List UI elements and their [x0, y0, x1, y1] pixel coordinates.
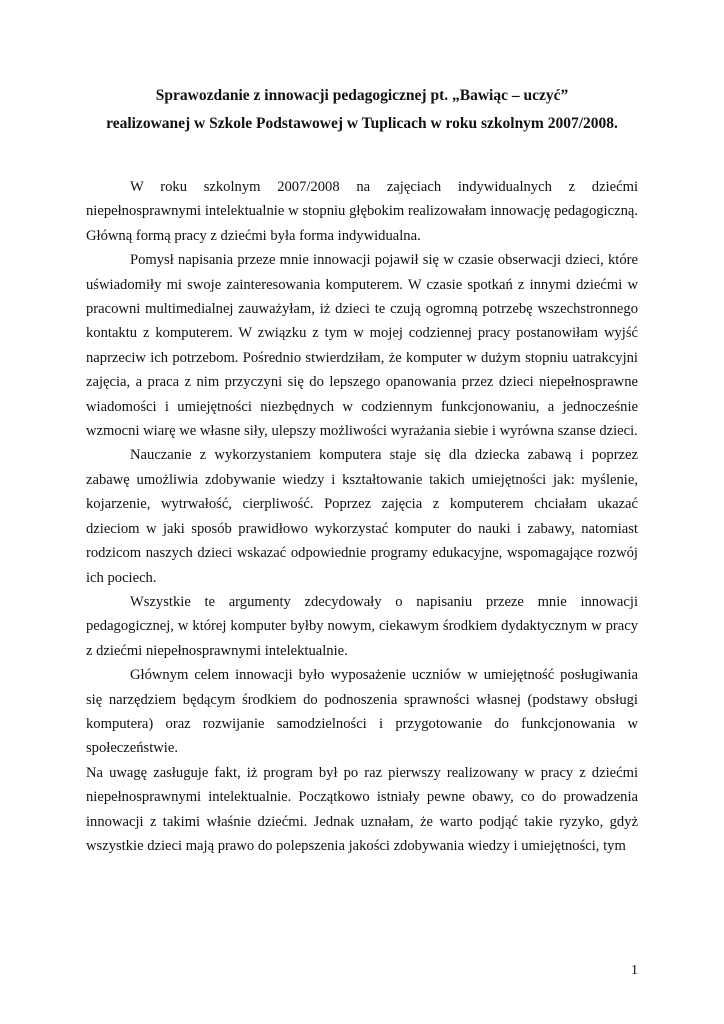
paragraph-6: Na uwagę zasługuje fakt, iż program był po raz pierwszy realizowany w pracy z dziećmi niepełnosprawnymi intelektualnie. Początkowo istniały pewne obawy, co do prowadzenia innowacji z takimi właśnie dziećmi. Jednak uznałam, że warto podjąć takie ryzyko, gdyż wszystkie dzieci mają prawo do polepszenia jakości zdobywania wiedzy i umiejętności, tym [86, 764, 638, 854]
paragraph-1: W roku szkolnym 2007/2008 na zajęciach indywidualnych z dziećmi niepełnosprawnymi intelektualnie w stopniu głębokim realizowałam innowację pedagogiczną. Główną formą pracy z dziećmi była forma indywidualna. [86, 179, 638, 244]
document-title-line-1: Sprawozdanie z innowacji pedagogicznej pt. „Bawiąc – uczyć” [155, 87, 569, 104]
paragraph-4: Wszystkie te argumenty zdecydowały o napisaniu przeze mnie innowacji pedagogicznej, w której komputer byłby nowym, ciekawym środkiem dydaktycznym w pracy z dziećmi niepełnosprawnymi intelektualnie. [86, 593, 638, 659]
paragraph-5: Głównym celem innowacji było wyposażenie uczniów w umiejętność posługiwania się narzędziem będącym środkiem do podnoszenia sprawności własnej (podstawy obsługi komputera) oraz rozwijanie samodzielności i przygotowanie do funkcjonowania w społeczeństwie. [86, 667, 638, 757]
page-number: 1 [631, 963, 638, 978]
paragraph-2: Pomysł napisania przeze mnie innowacji pojawił się w czasie obserwacji dzieci, które uświadomiły mi swoje zainteresowania komputerem. W czasie spotkań z innymi dziećmi w pracowni multimedialnej zauważyłam, iż dzieci te czują ogromną potrzebę wszechstronnego kontaktu z komputerem. W związku z tym w mojej codziennej pracy postanowiłam wyjść naprzeciw ich potrzebom. Pośrednio stwierdziłam, że komputer w dużym stopniu uatrakcyjni zajęcia, a praca z nim przyczyni się do lepszego opanowania przez dzieci niepełnosprawne wiadomości i umiejętności niezbędnych w codziennym funkcjonowaniu, a jednocześnie wzmocni wiarę we własne siły, ulepszy możliwości wyrażania siebie i wyrówna szanse dzieci. [86, 252, 638, 440]
document-body [86, 175, 638, 858]
paragraph-3: Nauczanie z wykorzystaniem komputera staje się dla dziecka zabawą i poprzez zabawę umożliwia zdobywanie wiedzy i kształtowanie takich umiejętności jak: myślenie, kojarzenie, wytrwałość, cierpliwość. Poprzez zajęcia z komputerem chciałam ukazać dzieciom w jaki sposób prawidłowo wykorzystać komputer do nauki i zabawy, natomiast rodzicom naszych dzieci wskazać odpowiednie programy edukacyjne, wspomagające rozwój ich pociech. [86, 447, 638, 586]
document-title-line-2: realizowanej w Szkole Podstawowej w Tuplicach w roku szkolnym 2007/2008. [106, 115, 618, 132]
